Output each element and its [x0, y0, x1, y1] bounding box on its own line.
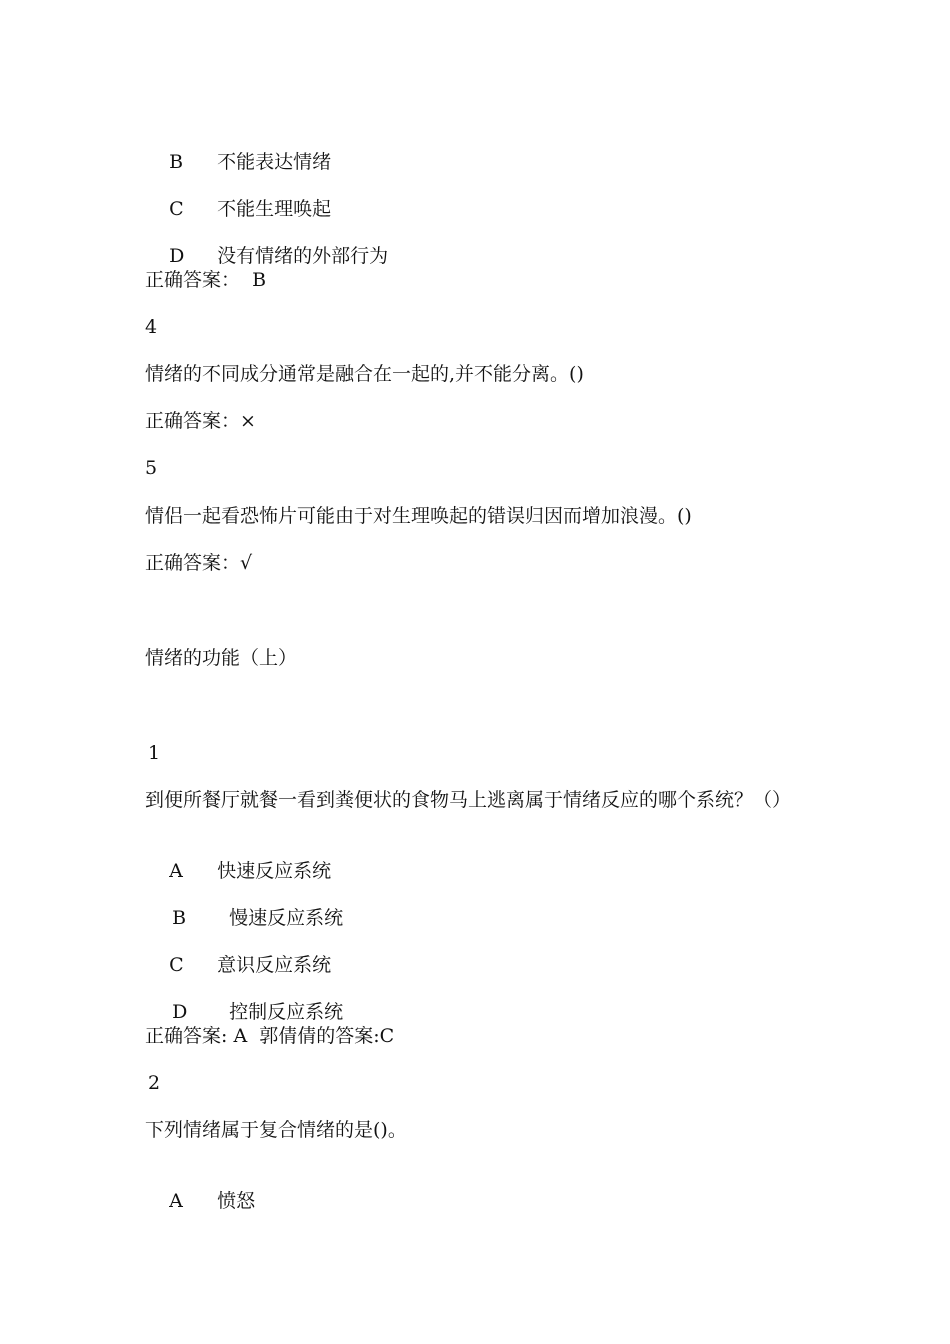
question-text: 情侣一起看恐怖片可能由于对生理唤起的错误归因而增加浪漫。(): [145, 505, 692, 527]
question-text: 情绪的不同成分通常是融合在一起的,并不能分离。(): [145, 363, 584, 385]
option-text: 没有情绪的外部行为: [217, 245, 389, 267]
question-number: 4: [145, 316, 158, 338]
option-letter: D: [169, 245, 185, 267]
option-text: 意识反应系统: [217, 954, 332, 976]
option-text: 不能生理唤起: [217, 198, 332, 220]
option-letter: B: [169, 151, 184, 173]
question-text: 下列情绪属于复合情绪的是()。: [145, 1119, 407, 1141]
option-text: 控制反应系统: [229, 1001, 344, 1023]
question-number: 2: [148, 1072, 161, 1094]
question-number: 5: [145, 457, 158, 479]
answer-line: 正确答案：√: [145, 552, 253, 574]
option-text: 慢速反应系统: [229, 907, 344, 929]
answer-line: 正确答案：×: [145, 410, 256, 432]
option-letter: A: [169, 1190, 183, 1212]
answer-line: 正确答案: A 郭倩倩的答案:C: [145, 1025, 395, 1047]
option-letter: C: [169, 198, 184, 220]
option-letter: A: [169, 860, 183, 882]
option-letter: B: [172, 907, 187, 929]
section-title: 情绪的功能（上）: [145, 647, 298, 669]
question-text: 到便所餐厅就餐一看到粪便状的食物马上逃离属于情绪反应的哪个系统？（）: [145, 789, 792, 811]
option-letter: C: [169, 954, 184, 976]
option-text: 快速反应系统: [217, 860, 332, 882]
option-text: 愤怒: [217, 1190, 256, 1212]
question-number: 1: [148, 742, 161, 764]
answer-line: 正确答案： B: [145, 269, 267, 291]
option-a: [145, 1165, 255, 1237]
option-letter: D: [172, 1001, 188, 1023]
option-text: 不能表达情绪: [217, 151, 332, 173]
